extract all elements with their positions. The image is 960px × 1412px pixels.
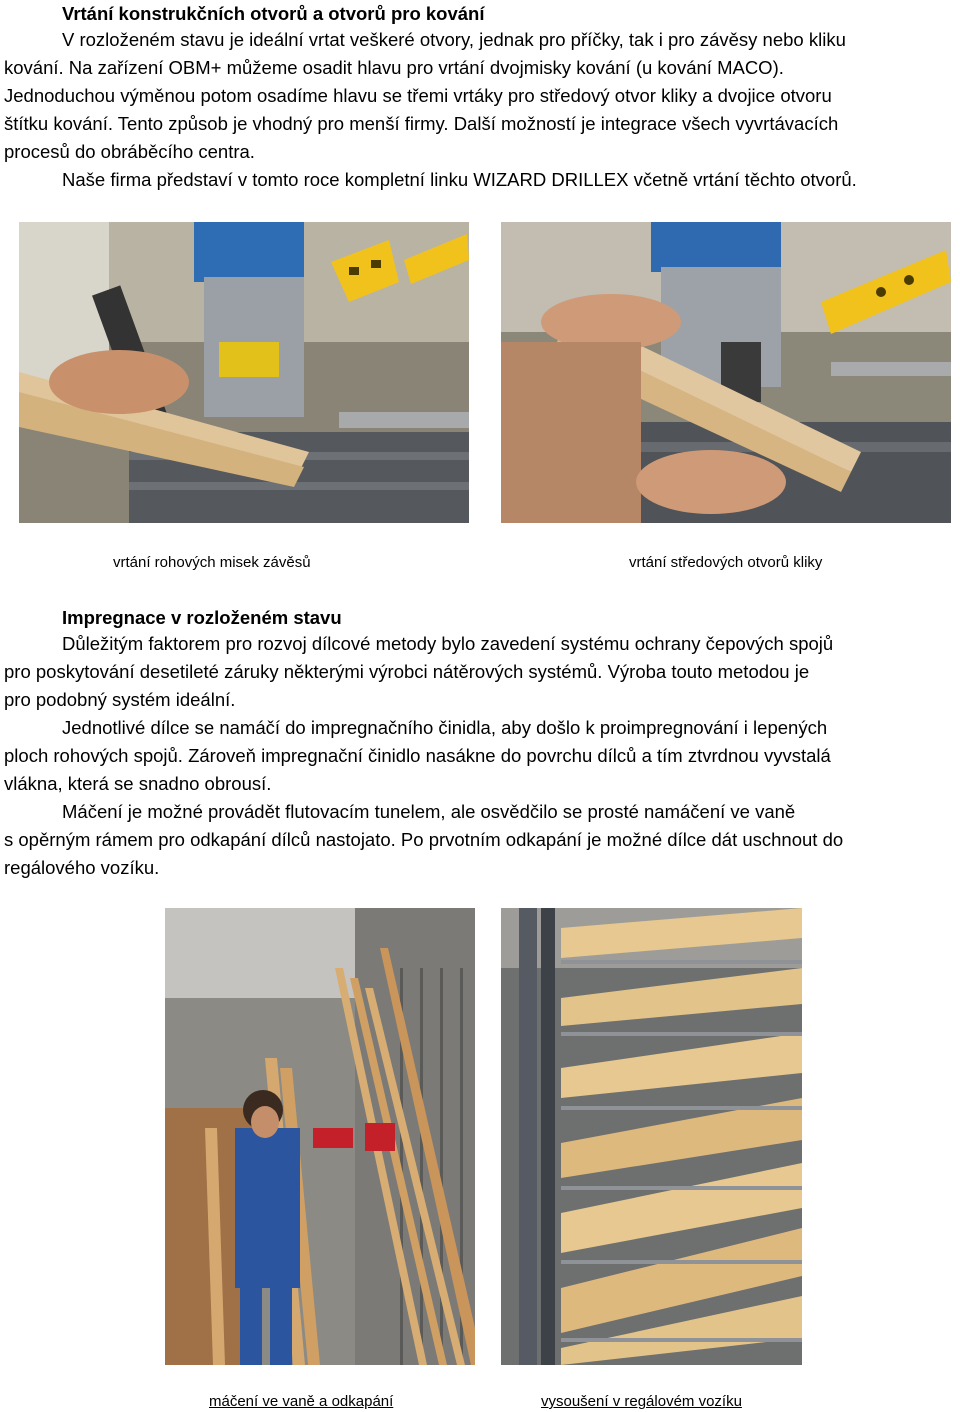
figure-caption: vysoušení v regálovém vozíku [541, 1393, 742, 1410]
text-line: V rozloženém stavu je ideální vrtat veškeré otvory, jednak pro příčky, tak i pro závěsy nebo kliku [62, 29, 846, 50]
text-line: Jednotlivé dílce se namáčí do impregnačního činidla, aby došlo k proimpregnování i lepených [62, 717, 828, 738]
text-line: Máčení je možné provádět flutovacím tunelem, ale osvědčilo se prosté namáčení ve vaně [62, 801, 796, 822]
text-line: pro podobný systém ideální. [4, 689, 236, 710]
figure-caption: vrtání středových otvorů kliky [629, 554, 823, 571]
drilling-handle-photo [501, 222, 951, 523]
text-line: pro poskytování desetileté záruky některými výrobci nátěrových systémů. Výroba touto metodou je [4, 661, 810, 682]
text-line: vlákna, která se snadno obrousí. [4, 773, 272, 794]
text-line: Naše firma představí v tomto roce kompletní linku WIZARD DRILLEX včetně vrtání těchto otvorů. [62, 169, 857, 190]
text-line: procesů do obráběcího centra. [4, 141, 255, 162]
paragraph-impregnation-3 [4, 798, 958, 882]
drying-rack-photo [501, 908, 802, 1365]
paragraph-drilling [4, 26, 958, 194]
paragraph-impregnation-1 [4, 630, 958, 714]
figure-caption: vrtání rohových misek závěsů [113, 554, 311, 571]
drilling-hinge-photo [19, 222, 469, 523]
section-heading-impregnation: Impregnace v rozloženém stavu [62, 607, 342, 628]
text-line: s opěrným rámem pro odkapání dílců nastojato. Po prvotním odkapání je možné dílce dát uschnout do [4, 829, 844, 850]
section-heading-drilling: Vrtání konstrukčních otvorů a otvorů pro kování [62, 3, 485, 24]
text-line: štítku kování. Tento způsob je vhodný pro menší firmy. Další možností je integrace všech vyvrtávacích [4, 113, 839, 134]
dipping-tank-photo [165, 908, 475, 1365]
text-line: regálového vozíku. [4, 857, 160, 878]
text-line: Důležitým faktorem pro rozvoj dílcové metody bylo zavedení systému ochrany čepových spojů [62, 633, 834, 654]
text-line: kování. Na zařízení OBM+ můžeme osadit hlavu pro vrtání dvojmisky kování (u kování MACO). [4, 57, 784, 78]
text-line: ploch rohových spojů. Zároveň impregnační činidlo nasákne do povrchu dílců a tím ztvrdnou vyvstalá [4, 745, 831, 766]
text-line: Jednoduchou výměnou potom osadíme hlavu se třemi vrtáky pro středový otvor kliky a dvojice otvoru [4, 85, 832, 106]
figure-caption: máčení ve vaně a odkapání [209, 1393, 394, 1410]
paragraph-impregnation-2 [4, 714, 958, 798]
